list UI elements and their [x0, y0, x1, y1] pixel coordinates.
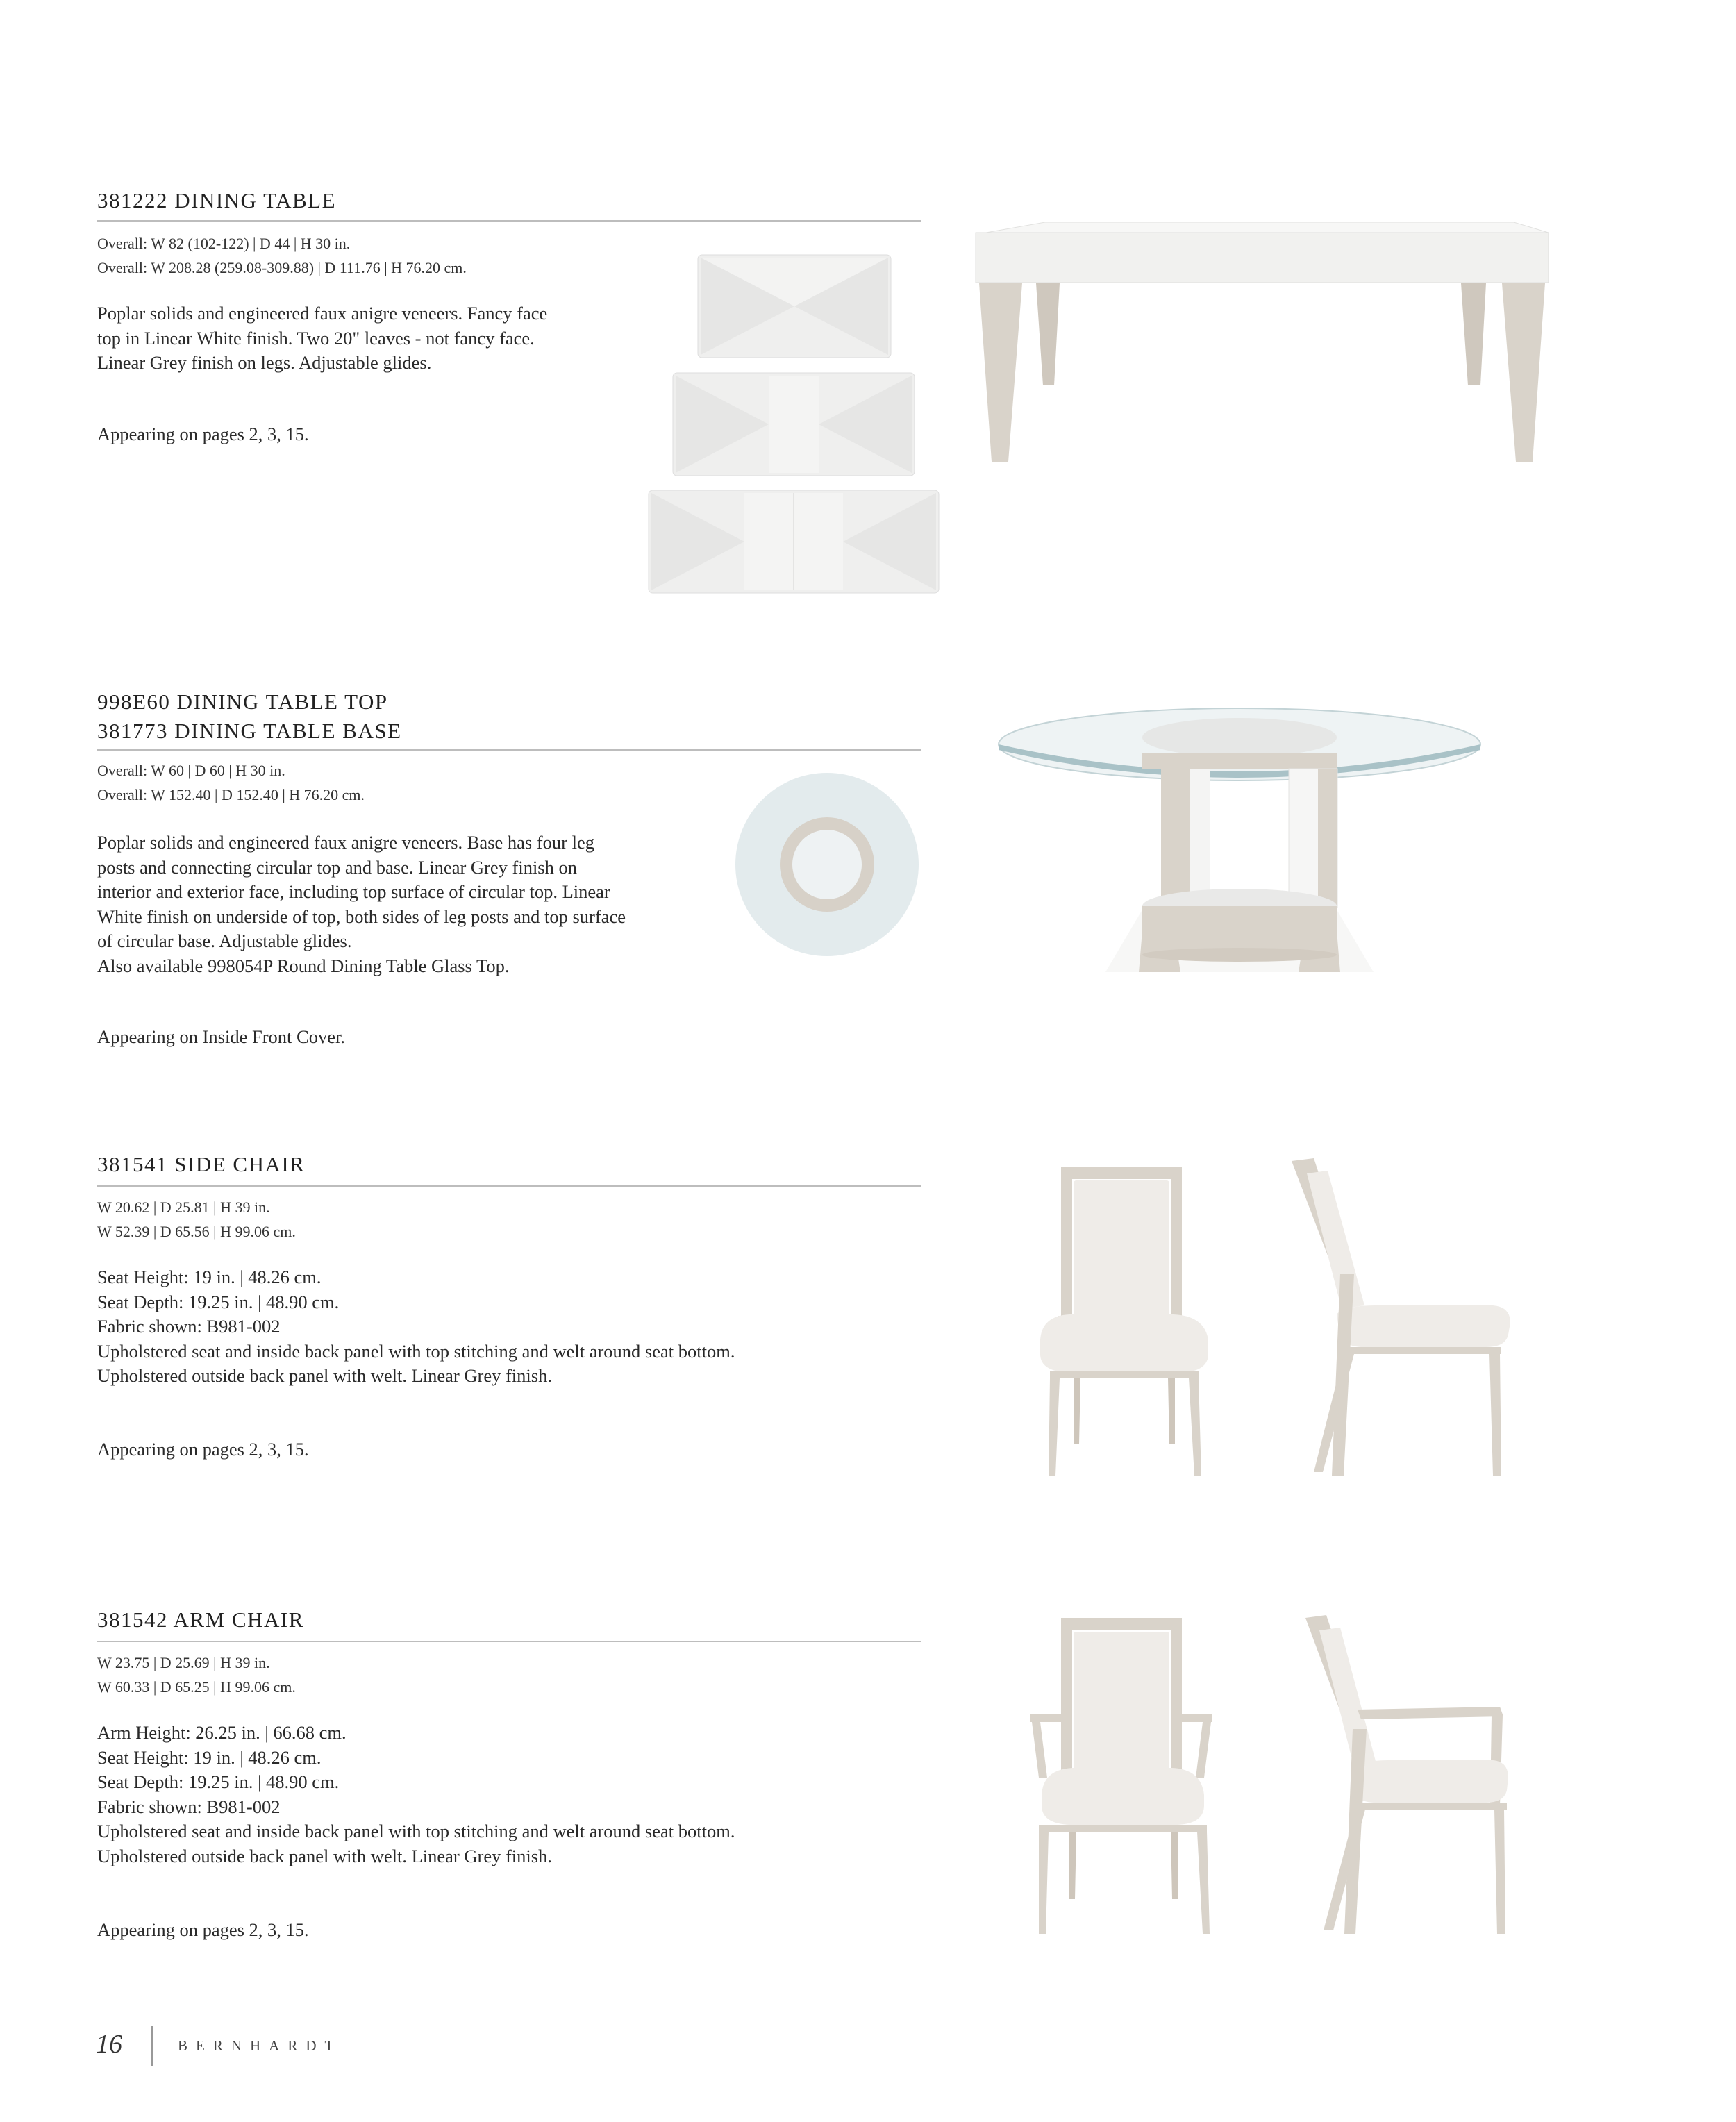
dimension-line-cm: Overall: W 208.28 (259.08-309.88) | D 111.76 | H 76.20 cm.	[97, 259, 467, 276]
spec-line: Arm Height: 26.25 in. | 66.68 cm.	[97, 1722, 347, 1743]
dimension-line-in: W 23.75 | D 25.69 | H 39 in.	[97, 1654, 270, 1671]
spec-line: top in Linear White finish. Two 20" leaves - not fancy face.	[97, 327, 535, 349]
page-number: 16	[96, 2030, 122, 2059]
spec-line: Fabric shown: B981-002	[97, 1316, 281, 1337]
spec-line: Upholstered seat and inside back panel with top stitching and welt around seat bottom.	[97, 1340, 735, 1362]
dimension-line-cm: Overall: W 152.40 | D 152.40 | H 76.20 cm.	[97, 786, 365, 803]
appearing-pages: Appearing on Inside Front Cover.	[97, 1026, 345, 1047]
spec-line: Poplar solids and engineered faux anigre veneers. Base has four leg	[97, 832, 594, 853]
spec-line: Upholstered outside back panel with welt. Linear Grey finish.	[97, 1845, 552, 1866]
spec-line: posts and connecting circular top and base. Linear Grey finish on	[97, 856, 577, 878]
spec-line: Fabric shown: B981-002	[97, 1796, 281, 1817]
dimension-line-cm: W 52.39 | D 65.56 | H 99.06 cm.	[97, 1223, 296, 1240]
spec-line: Seat Height: 19 in. | 48.26 cm.	[97, 1267, 322, 1287]
dimension-line-in: W 20.62 | D 25.81 | H 39 in.	[97, 1198, 270, 1216]
spec-line: White finish on underside of top, both sides of leg posts and top surface	[97, 905, 626, 927]
dimension-line-cm: W 60.33 | D 65.25 | H 99.06 cm.	[97, 1678, 296, 1696]
spec-line: Seat Depth: 19.25 in. | 48.90 cm.	[97, 1291, 340, 1312]
appearing-pages: Appearing on pages 2, 3, 15.	[97, 1919, 309, 1940]
spec-line: Seat Height: 19 in. | 48.26 cm.	[97, 1746, 322, 1768]
appearing-pages: Appearing on pages 2, 3, 15.	[97, 1439, 309, 1460]
spec-line: Upholstered outside back panel with welt. Linear Grey finish.	[97, 1365, 552, 1386]
title-line: 998E60 DINING TABLE TOP	[97, 690, 388, 714]
spec-line: interior and exterior face, including top surface of circular top. Linear	[97, 881, 610, 902]
title-line: 381222 DINING TABLE	[97, 188, 337, 212]
spec-line: Also available 998054P Round Dining Table Glass Top.	[97, 955, 510, 976]
title-line: 381542 ARM CHAIR	[97, 1607, 304, 1632]
spec-line: Linear Grey finish on legs. Adjustable glides.	[97, 352, 432, 373]
title-line: 381773 DINING TABLE BASE	[97, 719, 402, 743]
title-line: 381541 SIDE CHAIR	[97, 1152, 306, 1176]
footer-divider	[151, 2026, 153, 2066]
appearing-pages: Appearing on pages 2, 3, 15.	[97, 424, 309, 444]
spec-line: Poplar solids and engineered faux anigre veneers. Fancy face	[97, 303, 548, 324]
dimension-line-in: Overall: W 60 | D 60 | H 30 in.	[97, 762, 285, 779]
dimension-line-in: Overall: W 82 (102-122) | D 44 | H 30 in.	[97, 235, 351, 252]
spec-line: Seat Depth: 19.25 in. | 48.90 cm.	[97, 1771, 340, 1792]
arm-rest	[1358, 1707, 1503, 1719]
spec-line: of circular base. Adjustable glides.	[97, 930, 352, 951]
brand-name: BERNHARDT	[178, 2037, 342, 2054]
spec-line: Upholstered seat and inside back panel with top stitching and welt around seat bottom.	[97, 1821, 735, 1841]
